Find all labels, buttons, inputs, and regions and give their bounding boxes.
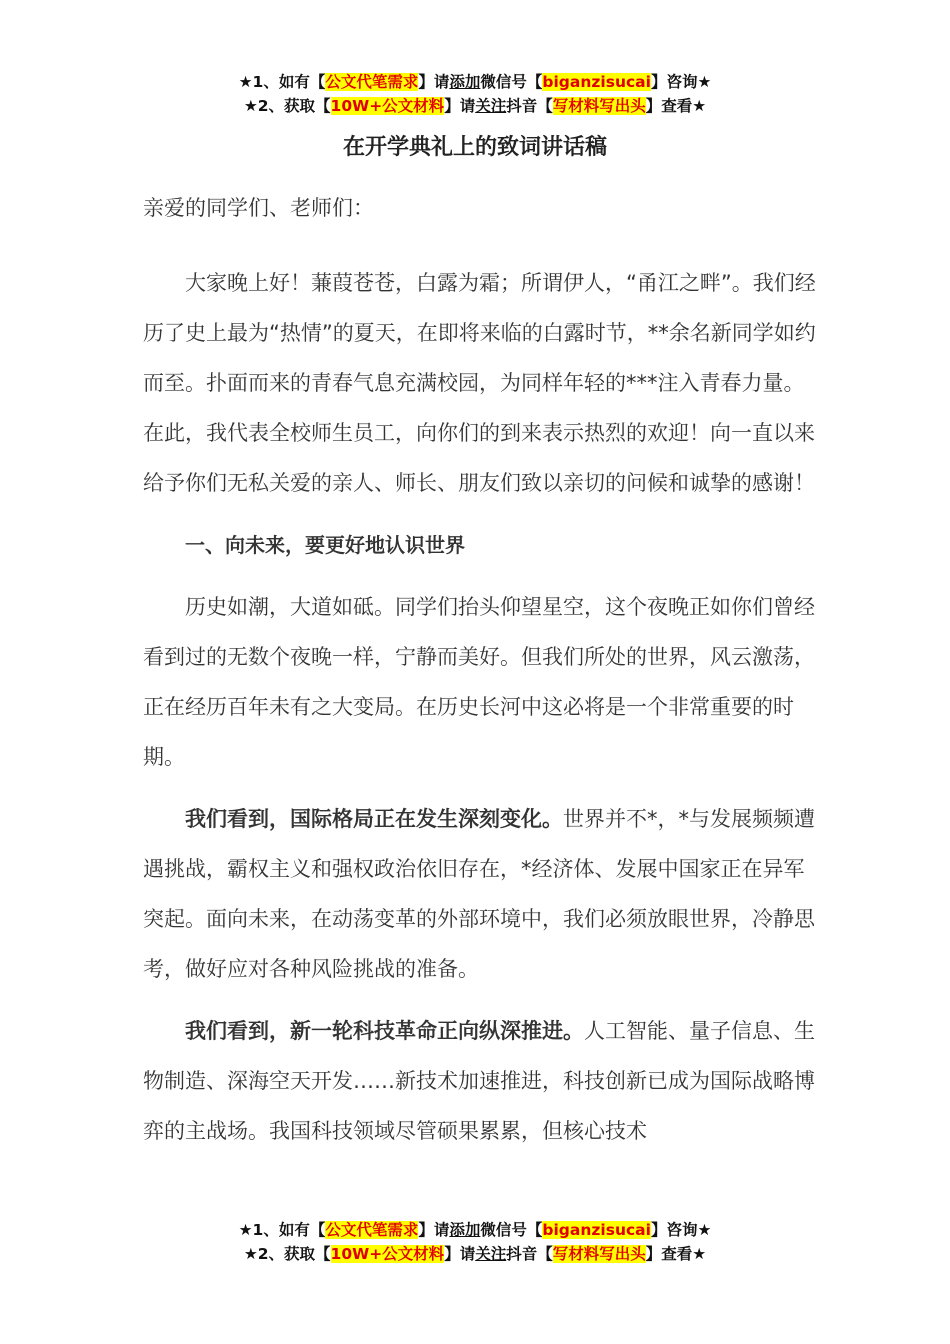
banner-highlight: 10W+公文材料 [330, 1245, 445, 1263]
banner-text: 抖音【 [506, 97, 553, 115]
banner-text: 】咨询★ [650, 73, 712, 91]
banner-text: 】请 [444, 97, 476, 115]
banner-text: 】请 [418, 73, 450, 91]
banner-line-1 [0, 70, 950, 94]
banner-line-2 [0, 94, 950, 118]
paragraph-4-text: 人工智能、量子信息、生物制造、深海空天开发……新技术加速推进，科技创新已成为国际战略博弈的主战场。我国科技领域尽管硕果累累，但核心技术 [143, 1019, 815, 1143]
banner-text: 】请 [418, 1221, 450, 1239]
header-banner [0, 70, 950, 118]
banner-underline: 添加 [449, 73, 481, 91]
banner-text: ★1、如有【 [238, 1221, 326, 1239]
banner-text: 微信号【 [480, 1221, 543, 1239]
banner-text: 】请 [444, 1245, 476, 1263]
banner-highlight: 写材料写出头 [552, 1245, 646, 1263]
salutation: 亲爱的同学们、老师们： [143, 196, 374, 220]
banner-line-2 [0, 1242, 950, 1266]
paragraph-3-text: 世界并不*，*与发展频频遭遇挑战，霸权主义和强权政治依旧存在，*经济体、发展中国家正在异军突起。面向未来，在动荡变革的外部环境中，我们必须放眼世界，冷静思考，做好应对各种风险挑战的准备。 [143, 807, 815, 981]
banner-text: ★2、获取【 [243, 1245, 331, 1263]
document-title: 在开学典礼上的致词讲话稿 [342, 135, 607, 160]
paragraph-1: 大家晚上好！蒹葭苍苍，白露为霜；所谓伊人，“甬江之畔”。我们经历了史上最为“热情”的夏天，在即将来临的白露时节，**余名新同学如约而至。扑面而来的青春气息充满校园，为同样年轻的***注入青春力量。在此，我代表全校师生员工，向你们的到来表示热烈的欢迎！向一直以来给予你们无私关爱的亲人、师长、朋友们致以亲切的问候和诚挚的感谢！ [143, 271, 816, 495]
banner-text: 抖音【 [506, 1245, 553, 1263]
paragraph-4-lead: 我们看到，新一轮科技革命正向纵深推进。 [185, 1019, 584, 1043]
footer-banner [0, 1218, 950, 1266]
paragraph-3 [143, 794, 823, 994]
paragraph-2: 历史如潮，大道如砥。同学们抬头仰望星空，这个夜晚正如你们曾经看到过的无数个夜晚一样，宁静而美好。但我们所处的世界，风云激荡，正在经历百年未有之大变局。在历史长河中这必将是一个非常重要的时期。 [143, 595, 815, 769]
banner-line-1 [0, 1218, 950, 1242]
banner-highlight: biganzisucai [542, 73, 651, 91]
banner-text: 】查看★ [645, 97, 707, 115]
banner-underline: 关注 [475, 97, 507, 115]
banner-text: 微信号【 [480, 73, 543, 91]
banner-text: ★2、获取【 [243, 97, 331, 115]
banner-text: 】咨询★ [650, 1221, 712, 1239]
paragraph-3-lead: 我们看到，国际格局正在发生深刻变化。 [185, 807, 563, 831]
document-body [143, 183, 823, 1156]
banner-highlight: 10W+公文材料 [330, 97, 445, 115]
banner-text: ★1、如有【 [238, 73, 326, 91]
banner-highlight: biganzisucai [542, 1221, 651, 1239]
banner-highlight: 写材料写出头 [552, 97, 646, 115]
banner-highlight: 公文代笔需求 [325, 1221, 419, 1239]
banner-underline: 关注 [475, 1245, 507, 1263]
banner-highlight: 公文代笔需求 [325, 73, 419, 91]
banner-underline: 添加 [449, 1221, 481, 1239]
paragraph-4 [143, 1006, 823, 1156]
section-heading-1: 一、向未来，要更好地认识世界 [185, 533, 465, 557]
banner-text: 】查看★ [645, 1245, 707, 1263]
